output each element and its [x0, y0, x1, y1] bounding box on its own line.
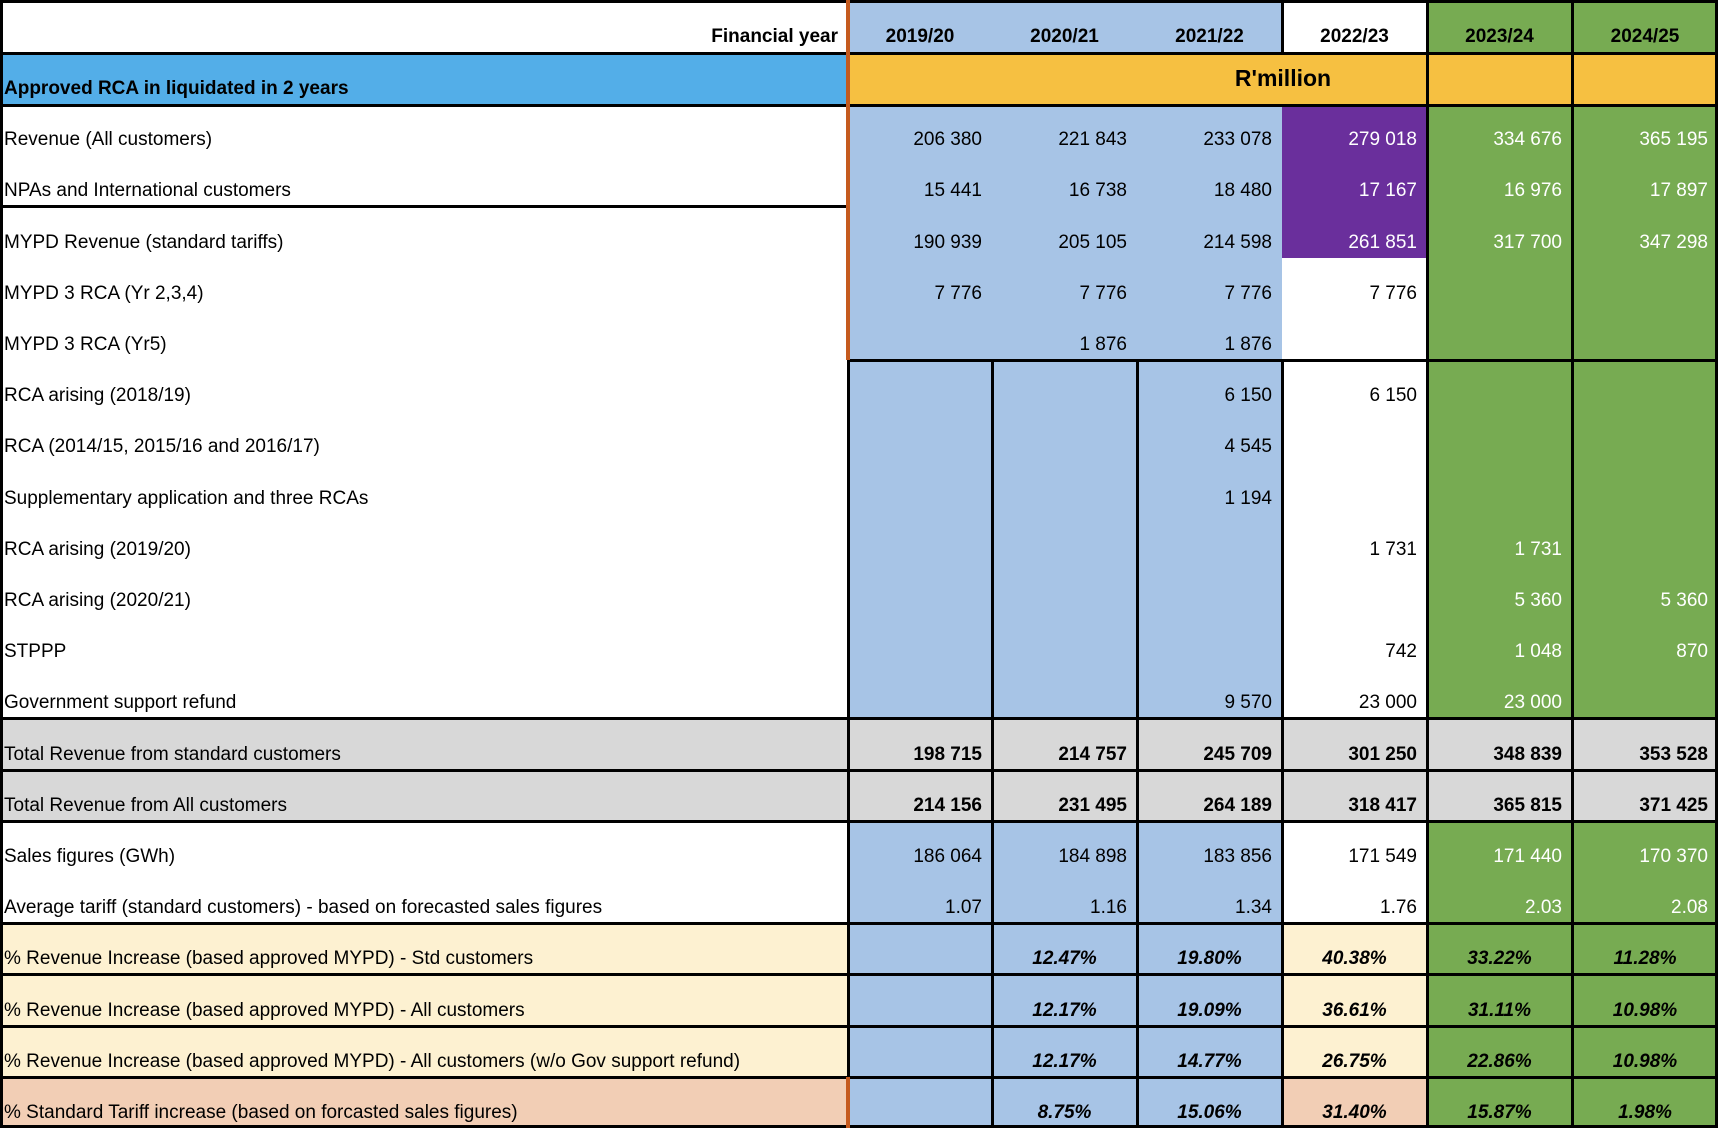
value-cell: [992, 565, 1137, 616]
value-cell: 214 156: [848, 770, 992, 821]
col-line: [1281, 360, 1284, 1128]
value-cell: [848, 514, 992, 565]
value-cell: [1572, 411, 1718, 462]
value-cell: 17 897: [1572, 155, 1718, 206]
top-border: [0, 0, 1718, 3]
value-cell: 4 545: [1137, 411, 1282, 462]
value-cell: 23 000: [1427, 667, 1572, 718]
value-cell: [848, 462, 992, 514]
value-cell: 261 851: [1282, 206, 1427, 258]
value-cell: 186 064: [848, 821, 992, 872]
row-label: % Standard Tariff increase (based on forcasted sales figures): [0, 1077, 848, 1128]
row-label: MYPD 3 RCA (Yr 2,3,4): [0, 258, 848, 309]
row-label: NPAs and International customers: [0, 155, 848, 206]
value-cell: 7 776: [848, 258, 992, 309]
value-cell: 171 549: [1282, 821, 1427, 872]
row-label: RCA arising (2019/20): [0, 514, 848, 565]
value-cell: 347 298: [1572, 206, 1718, 258]
value-cell: 1 731: [1282, 514, 1427, 565]
value-cell: 23 000: [1282, 667, 1427, 718]
value-cell: 221 843: [992, 104, 1137, 155]
value-cell: 12.17%: [992, 1026, 1137, 1077]
value-cell: 6 150: [1137, 360, 1282, 411]
value-cell: 10.98%: [1572, 974, 1718, 1026]
pct-divider: [0, 973, 1718, 976]
value-cell: 1 194: [1137, 462, 1282, 514]
value-cell: 318 417: [1282, 770, 1427, 821]
row-label: Total Revenue from All customers: [0, 770, 848, 821]
row-label: % Revenue Increase (based approved MYPD) - All customers (w/o Gov support refund): [0, 1026, 848, 1077]
value-cell: 9 570: [1137, 667, 1282, 718]
value-cell: [1282, 565, 1427, 616]
value-cell: 7 776: [992, 258, 1137, 309]
row-label: MYPD Revenue (standard tariffs): [0, 206, 848, 258]
value-cell: 365 195: [1572, 104, 1718, 155]
pct-top-border: [0, 922, 1718, 925]
row-label: RCA (2014/15, 2015/16 and 2016/17): [0, 411, 848, 462]
value-cell: [1282, 309, 1427, 360]
value-cell: 7 776: [1282, 258, 1427, 309]
value-cell: [1137, 514, 1282, 565]
value-cell: [1427, 360, 1572, 411]
value-cell: [848, 667, 992, 718]
value-cell: 1 731: [1427, 514, 1572, 565]
value-cell: 17 167: [1282, 155, 1427, 206]
value-cell: 10.98%: [1572, 1026, 1718, 1077]
year-header-2020-21: 2020/21: [992, 0, 1137, 52]
value-cell: 5 360: [1572, 565, 1718, 616]
value-cell: [1427, 309, 1572, 360]
value-cell: [992, 667, 1137, 718]
total-divider: [0, 769, 1718, 772]
row-label: RCA arising (2020/21): [0, 565, 848, 616]
value-cell: 245 709: [1137, 718, 1282, 770]
value-cell: [1572, 462, 1718, 514]
row-label: Total Revenue from standard customers: [0, 718, 848, 770]
value-cell: 365 815: [1427, 770, 1572, 821]
value-cell: 301 250: [1282, 718, 1427, 770]
value-cell: 348 839: [1427, 718, 1572, 770]
value-cell: [848, 565, 992, 616]
value-cell: 1.98%: [1572, 1077, 1718, 1128]
value-cell: 1.34: [1137, 872, 1282, 923]
left-border: [0, 0, 3, 1128]
value-cell: 2.08: [1572, 872, 1718, 923]
orange-divider: [846, 1077, 850, 1128]
value-cell: 2.03: [1427, 872, 1572, 923]
value-cell: 15.87%: [1427, 1077, 1572, 1128]
col-line: [1426, 0, 1429, 1128]
value-cell: 742: [1282, 616, 1427, 667]
header-divider: [0, 52, 1718, 55]
value-cell: 16 738: [992, 155, 1137, 206]
value-cell: [1427, 258, 1572, 309]
value-cell: 31.11%: [1427, 974, 1572, 1026]
value-cell: 7 776: [1137, 258, 1282, 309]
value-cell: 190 939: [848, 206, 992, 258]
orange-divider: [846, 0, 850, 360]
value-cell: 31.40%: [1282, 1077, 1427, 1128]
row-label: Average tariff (standard customers) - based on forecasted sales figures: [0, 872, 848, 923]
value-cell: 22.86%: [1427, 1026, 1572, 1077]
value-cell: [992, 514, 1137, 565]
row-label: MYPD 3 RCA (Yr5): [0, 309, 848, 360]
value-cell: [1282, 411, 1427, 462]
value-cell: 334 676: [1427, 104, 1572, 155]
value-cell: [1137, 616, 1282, 667]
value-cell: 353 528: [1572, 718, 1718, 770]
row-divider: [0, 205, 848, 208]
value-cell: [1572, 309, 1718, 360]
section-label: Approved RCA in liquidated in 2 years: [0, 52, 848, 104]
value-cell: [848, 411, 992, 462]
col-line: [991, 360, 994, 1128]
value-cell: 1.16: [992, 872, 1137, 923]
value-cell: 231 495: [992, 770, 1137, 821]
value-cell: 317 700: [1427, 206, 1572, 258]
year-header-2019-20: 2019/20: [848, 0, 992, 52]
value-cell: 40.38%: [1282, 923, 1427, 974]
value-cell: [848, 923, 992, 974]
value-cell: 233 078: [1137, 104, 1282, 155]
value-cell: 12.17%: [992, 974, 1137, 1026]
col-line: [1571, 0, 1574, 1128]
value-cell: 183 856: [1137, 821, 1282, 872]
value-cell: [1572, 514, 1718, 565]
total-bottom-border: [0, 820, 1718, 823]
value-cell: [992, 411, 1137, 462]
value-cell: [1572, 258, 1718, 309]
value-cell: 19.09%: [1137, 974, 1282, 1026]
row-label: % Revenue Increase (based approved MYPD) - Std customers: [0, 923, 848, 974]
value-cell: [1427, 411, 1572, 462]
unit-label: R'million: [848, 52, 1718, 104]
value-cell: [848, 974, 992, 1026]
value-cell: 6 150: [1282, 360, 1427, 411]
value-cell: [1427, 462, 1572, 514]
value-cell: 264 189: [1137, 770, 1282, 821]
value-cell: 11.28%: [1572, 923, 1718, 974]
year-header-2024-25: 2024/25: [1572, 0, 1718, 52]
value-cell: [1282, 462, 1427, 514]
value-cell: 19.80%: [1137, 923, 1282, 974]
value-cell: [848, 1077, 992, 1128]
value-cell: 5 360: [1427, 565, 1572, 616]
row-label: Government support refund: [0, 667, 848, 718]
value-cell: [848, 616, 992, 667]
year-header-2023-24: 2023/24: [1427, 0, 1572, 52]
value-cell: [848, 360, 992, 411]
col-line: [1281, 0, 1284, 52]
value-cell: 12.47%: [992, 923, 1137, 974]
row-label: RCA arising (2018/19): [0, 360, 848, 411]
value-cell: 205 105: [992, 206, 1137, 258]
value-cell: [992, 616, 1137, 667]
value-cell: 18 480: [1137, 155, 1282, 206]
value-cell: [992, 360, 1137, 411]
value-cell: 1 876: [1137, 309, 1282, 360]
row-label: Revenue (All customers): [0, 104, 848, 155]
pct-divider: [0, 1076, 1718, 1079]
value-cell: 16 976: [1427, 155, 1572, 206]
row-label: % Revenue Increase (based approved MYPD) - All customers: [0, 974, 848, 1026]
value-cell: 15 441: [848, 155, 992, 206]
value-cell: 8.75%: [992, 1077, 1137, 1128]
pct-divider: [0, 1025, 1718, 1028]
value-cell: 15.06%: [1137, 1077, 1282, 1128]
year-header-2021-22: 2021/22: [1137, 0, 1282, 52]
col-line: [1136, 360, 1139, 1128]
value-cell: [848, 1026, 992, 1077]
value-cell: 206 380: [848, 104, 992, 155]
value-cell: [992, 462, 1137, 514]
row-label: STPPP: [0, 616, 848, 667]
value-cell: 870: [1572, 616, 1718, 667]
value-cell: 1 048: [1427, 616, 1572, 667]
header-bottom-border: [0, 104, 1718, 107]
value-cell: 214 757: [992, 718, 1137, 770]
value-cell: 198 715: [848, 718, 992, 770]
year-header-2022-23: 2022/23: [1282, 0, 1427, 52]
value-cell: [848, 309, 992, 360]
total-top-border: [0, 717, 1718, 720]
value-cell: [1572, 667, 1718, 718]
value-cell: [1572, 360, 1718, 411]
value-cell: 279 018: [1282, 104, 1427, 155]
value-cell: 171 440: [1427, 821, 1572, 872]
value-cell: 371 425: [1572, 770, 1718, 821]
row-label: Supplementary application and three RCAs: [0, 462, 848, 514]
financial-year-label: Financial year: [0, 0, 848, 52]
value-cell: 184 898: [992, 821, 1137, 872]
col-line: [847, 360, 850, 1077]
value-cell: 1.76: [1282, 872, 1427, 923]
value-cell: 14.77%: [1137, 1026, 1282, 1077]
value-cell: 26.75%: [1282, 1026, 1427, 1077]
value-cell: 1.07: [848, 872, 992, 923]
value-cell: 214 598: [1137, 206, 1282, 258]
value-cell: [1137, 565, 1282, 616]
value-cell: 1 876: [992, 309, 1137, 360]
row-label: Sales figures (GWh): [0, 821, 848, 872]
value-cell: 36.61%: [1282, 974, 1427, 1026]
value-cell: 33.22%: [1427, 923, 1572, 974]
value-cell: 170 370: [1572, 821, 1718, 872]
